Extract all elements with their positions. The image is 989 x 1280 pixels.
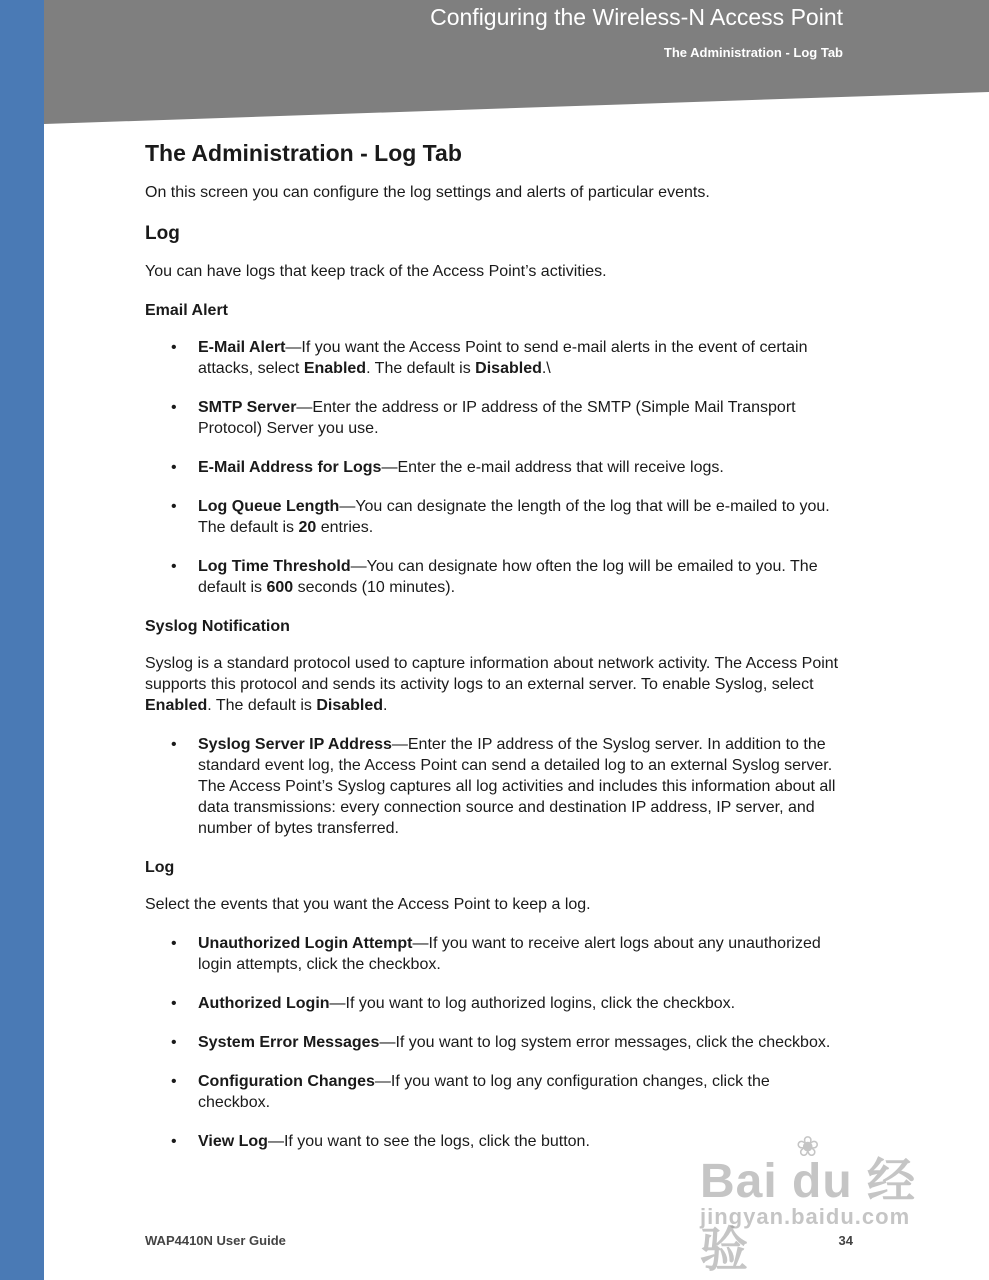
- item-text: seconds (10 minutes).: [293, 579, 456, 596]
- list-item: [145, 337, 845, 379]
- item-text: —Enter the address or IP address of the SMTP (Simple Mail Transport Protocol) Server you use.: [198, 399, 796, 437]
- list-item: [145, 556, 845, 598]
- page-title: The Administration - Log Tab: [145, 140, 462, 166]
- item-text: —If you want to log authorized logins, click the checkbox.: [329, 995, 736, 1012]
- item-term: Syslog Server IP Address: [198, 736, 392, 753]
- log-section-heading: Log: [145, 859, 175, 876]
- item-term: View Log: [198, 1133, 268, 1150]
- item-text: —If you want to log system error messages, click the checkbox.: [379, 1034, 831, 1051]
- item-term: Log Queue Length: [198, 498, 340, 515]
- baidu-watermark: [700, 1131, 940, 1277]
- side-accent-bar: [0, 0, 44, 1280]
- email-alert-heading: Email Alert: [145, 302, 228, 319]
- item-term: E-Mail Alert: [198, 339, 286, 356]
- item-term: E-Mail Address for Logs: [198, 459, 382, 476]
- item-text: —Enter the IP address of the Syslog server. In addition to the standard event log, the Access Point can send a detailed log to an external Syslog server. The Access Point’s Syslog captures all log activities and includes this information about all data transmissions: every connection source and destination IP address, IP server, and number of bytes transferred.: [198, 736, 836, 837]
- item-text: . The default is: [366, 360, 476, 377]
- syslog-paragraph: [145, 653, 845, 716]
- paw-icon: ❀: [796, 1131, 820, 1162]
- list-item: [145, 496, 845, 538]
- syslog-heading: Syslog Notification: [145, 618, 290, 635]
- item-bold-value: 20: [298, 519, 317, 536]
- item-term: Configuration Changes: [198, 1073, 375, 1090]
- item-text: —You can designate the length of the log that will be e-mailed to you. The default is: [198, 498, 830, 536]
- footer-page-number: 34: [838, 1233, 853, 1248]
- item-text: —Enter the e-mail address that will receive logs.: [381, 459, 724, 476]
- page-content: [145, 138, 845, 1170]
- syslog-text: Syslog is a standard protocol used to capture information about network activity. The Access Point supports this protocol and sends its activity logs to an external server. To enable Syslog, select: [145, 655, 839, 693]
- list-item: [145, 993, 845, 1014]
- footer-guide-name: WAP4410N User Guide: [145, 1233, 286, 1248]
- list-item: [145, 1071, 845, 1113]
- log-heading: Log: [145, 223, 180, 244]
- item-term: Authorized Login: [198, 995, 330, 1012]
- list-item: [145, 397, 845, 439]
- list-item: [145, 734, 845, 839]
- list-item: [145, 1032, 845, 1053]
- item-bold-value: 600: [266, 579, 294, 596]
- list-item: [145, 933, 845, 975]
- header-subtitle: The Administration - Log Tab: [663, 45, 843, 60]
- syslog-text: .: [383, 697, 388, 714]
- item-term: Unauthorized Login Attempt: [198, 935, 413, 952]
- item-text: —If you want to receive alert logs about any unauthorized login attempts, click the checkbox.: [198, 935, 821, 973]
- item-text: —If you want the Access Point to send e-mail alerts in the event of certain attacks, select: [198, 339, 808, 377]
- item-bold-value: Disabled: [475, 360, 542, 377]
- watermark-logo-text: Bai du 经验: [700, 1155, 917, 1277]
- syslog-bold-value: Enabled: [145, 697, 208, 714]
- item-text: entries.: [316, 519, 374, 536]
- item-bold-value: Enabled: [303, 360, 367, 377]
- log-section-intro: Select the events that you want the Access Point to keep a log.: [145, 896, 591, 913]
- log-intro: You can have logs that keep track of the Access Point’s activities.: [145, 263, 607, 280]
- item-term: System Error Messages: [198, 1034, 380, 1051]
- syslog-list: [145, 734, 845, 839]
- list-item: [145, 457, 845, 478]
- item-text: —If you want to log any configuration changes, click the checkbox.: [198, 1073, 770, 1111]
- header-band: [0, 0, 989, 130]
- item-text: —If you want to see the logs, click the button.: [267, 1133, 590, 1150]
- syslog-bold-value: Disabled: [316, 697, 384, 714]
- item-text: —You can designate how often the log will be emailed to you. The default is: [198, 558, 818, 596]
- syslog-text: . The default is: [207, 697, 317, 714]
- item-term: Log Time Threshold: [198, 558, 351, 575]
- log-events-list: [145, 933, 845, 1152]
- item-text: .\: [541, 360, 551, 377]
- watermark-url: jingyan.baidu.com: [700, 1204, 911, 1229]
- email-alert-list: [145, 337, 845, 598]
- intro-paragraph: On this screen you can configure the log settings and alerts of particular events.: [145, 184, 710, 201]
- header-title: Configuring the Wireless-N Access Point: [430, 4, 843, 30]
- item-term: SMTP Server: [198, 399, 297, 416]
